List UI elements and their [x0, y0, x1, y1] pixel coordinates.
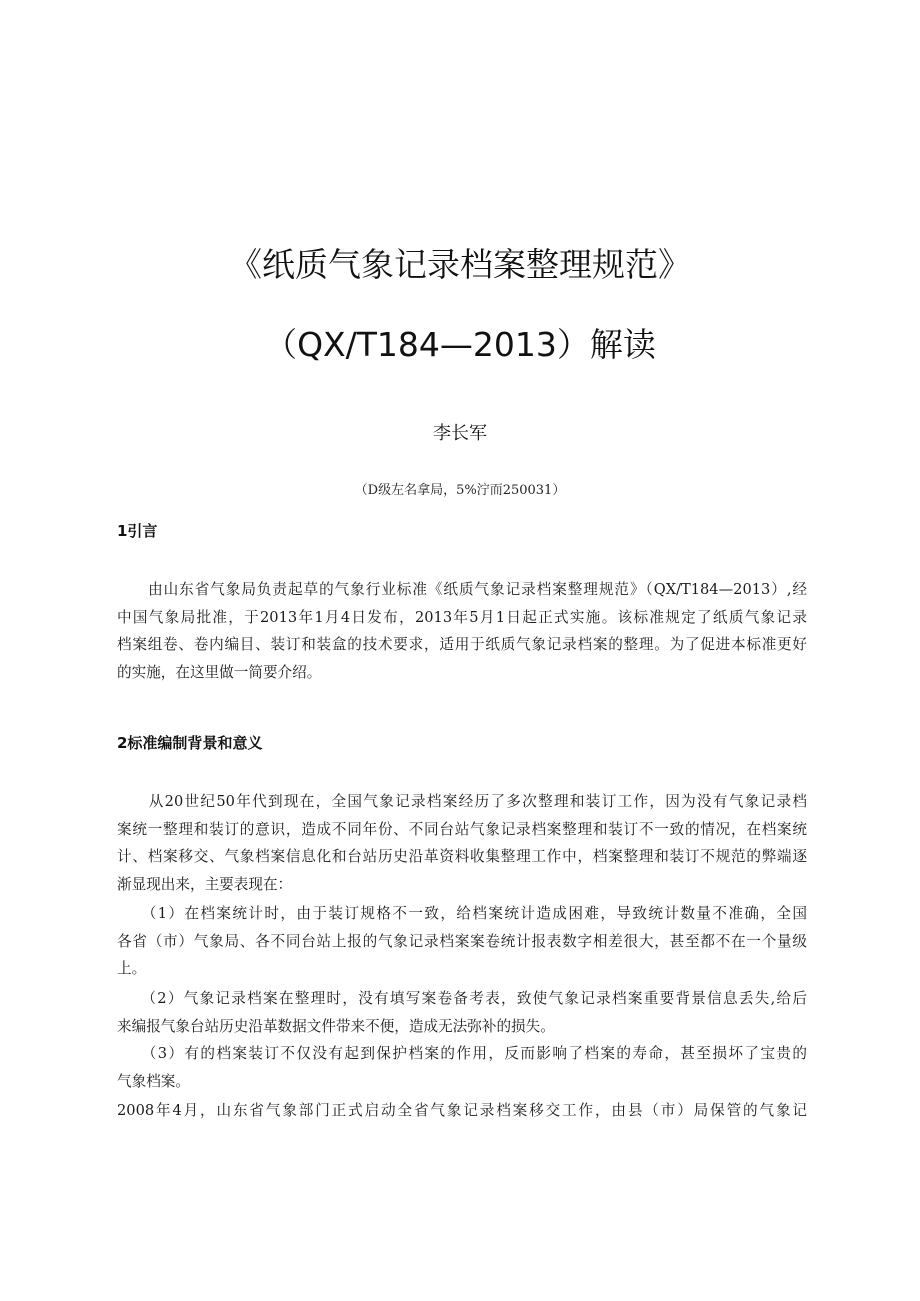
text-line: 从20世纪50年代到现在，全国气象记录档案经历了多次整理和装订工作，因为没有气象记录档 — [117, 793, 807, 810]
text-line: 渐显现出来，主要表现在： — [117, 875, 293, 893]
text-line: 各省（市）气象局、各不同台站上报的气象记录档案案卷统计报表数字相差很大，甚至都不在一个量级 — [117, 932, 807, 950]
document-title: 《纸质气象记录档案整理规范》 — [229, 245, 691, 284]
text-line: （1）在档案统计时，由于装订规格不一致，给档案统计造成困难，导致统计数量不准确，全国 — [117, 905, 807, 922]
text-line: 的实施，在这里做一简要介绍。 — [117, 663, 322, 681]
text-line: 计、档案移交、气象档案信息化和台站历史沿革资料收集整理工作中，档案整理和装订不规范的弊端逐 — [117, 848, 807, 865]
author-affiliation: （D级左名拿局，5%泞而250031） — [354, 483, 566, 498]
text-line: 中国气象局批准，于2013年1月4日发布，2013年5月1日起正式实施。该标准规定了纸质气象记录 — [117, 608, 807, 626]
document-subtitle: （QX/T184—2013）解读 — [264, 325, 656, 364]
paragraph-item-2 — [117, 985, 807, 1040]
text-line: 2008年4月，山东省气象部门正式启动全省气象记录档案移交工作，由县（市）局保管的气象记 — [117, 1102, 807, 1119]
paragraph-item-1 — [117, 900, 807, 983]
text-line: （3）有的档案装订不仅没有起到保护档案的作用，反而影响了档案的寿命，甚至损坏了宝贵的 — [117, 1045, 807, 1062]
text-line: （2）气象记录档案在整理时，没有填写案卷备考表，致使气象记录档案重要背景信息丢失,给后 — [117, 990, 807, 1007]
text-line: 档案组卷、卷内编目、装订和装盒的技术要求，适用于纸质气象记录档案的整理。为了促进本标准更好 — [117, 636, 807, 653]
text-line: 上。 — [117, 960, 147, 977]
text-line: 由山东省气象局负责起草的气象行业标准《纸质气象记录档案整理规范》（QX/T184—2013）,经 — [117, 581, 807, 598]
paragraph-item-3 — [117, 1040, 807, 1095]
author-name: 李长军 — [433, 423, 487, 444]
paragraph-introduction — [117, 576, 807, 686]
text-line: 气象档案。 — [117, 1072, 190, 1090]
text-line: 来编报气象台站历史沿革数据文件带来不便，造成无法弥补的损失。 — [117, 1017, 555, 1035]
section-heading-introduction: 1引言 — [117, 522, 158, 540]
text-line: 案统一整理和装订的意识，造成不同年份、不同台站气象记录档案整理和装订不一致的情况，在档案统 — [117, 820, 807, 838]
paragraph-background — [117, 788, 807, 898]
section-heading-background: 2标准编制背景和意义 — [117, 734, 263, 752]
paragraph-2008-transfer — [117, 1097, 807, 1125]
